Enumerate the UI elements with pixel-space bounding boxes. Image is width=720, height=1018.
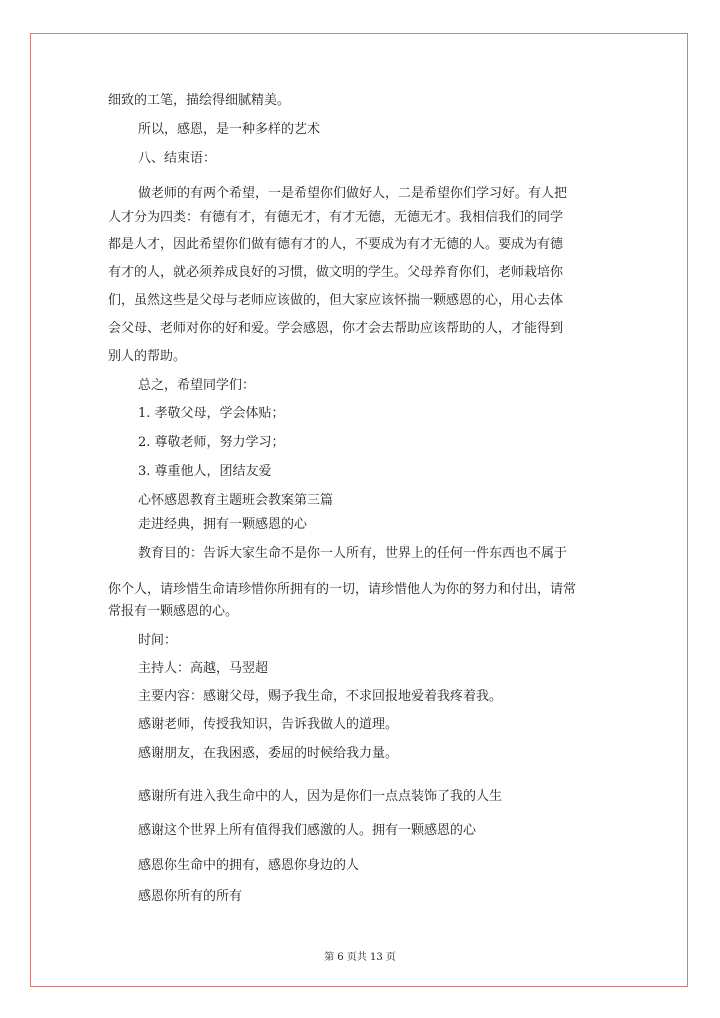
text-line: 别人的帮助。	[108, 349, 187, 364]
text-line: 感谢所有进入我生命中的人，因为是你们一点点装饰了我的人生	[138, 789, 503, 804]
text-line: 感恩你所有的所有	[138, 889, 243, 904]
text-line: 做老师的有两个希望，一是希望你们做好人，二是希望你们学习好。有人把	[138, 186, 568, 201]
text-line: 时间：	[138, 633, 178, 648]
page-border	[30, 33, 688, 987]
text-line: 主要内容：感谢父母，赐予我生命，不求回报地爱着我疼着我。	[138, 689, 503, 704]
text-line: 感谢这个世界上所有值得我们感激的人。拥有一颗感恩的心	[138, 823, 477, 838]
text-line: 会父母、老师对你的好和爱。学会感恩，你才会去帮助应该帮助的人，才能得到	[108, 321, 564, 336]
text-line: 都是人才，因此希望你们做有德有才的人，不要成为有才无德的人。要成为有德	[108, 237, 564, 252]
text-line: 细致的工笔，描绘得细腻精美。	[108, 93, 291, 108]
text-line: 总之，希望同学们：	[138, 378, 256, 393]
page-number: 第 6 页共 13 页	[324, 952, 396, 963]
list-item: 1. 孝敬父母，学会体贴；	[138, 406, 285, 421]
text-line: 感谢老师，传授我知识，告诉我做人的道理。	[138, 717, 399, 732]
text-line: 教育目的：告诉大家生命不是你一人所有，世界上的任何一件东西也不属于	[138, 546, 568, 561]
text-line: 所以，感恩，是一种多样的艺术	[138, 122, 321, 137]
section-subtitle: 走进经典，拥有一颗感恩的心	[138, 517, 308, 532]
section-heading: 八、结束语：	[138, 151, 217, 166]
text-line: 主持人：高越，马翌超	[138, 661, 269, 676]
text-line: 感谢朋友，在我困惑，委屈的时候给我力量。	[138, 746, 399, 761]
text-line: 你个人，请珍惜生命请珍惜你所拥有的一切，请珍惜他人为你的努力和付出，请常	[108, 582, 577, 597]
text-line: 有才的人，就必须养成良好的习惯，做文明的学生。父母养育你们，老师栽培你	[108, 265, 564, 280]
text-line: 人才分为四类：有德有才，有德无才，有才无德，无德无才。我相信我们的同学	[108, 210, 564, 225]
text-line: 感恩你生命中的拥有，感恩你身边的人	[138, 858, 360, 873]
list-item: 2. 尊敬老师，努力学习；	[138, 435, 285, 450]
text-line: 常报有一颗感恩的心。	[108, 604, 239, 619]
text-line: 们，虽然这些是父母与老师应该做的，但大家应该怀揣一颗感恩的心，用心去体	[108, 293, 564, 308]
section-title: 心怀感恩教育主题班会教案第三篇	[138, 493, 334, 508]
list-item: 3. 尊重他人，团结友爱	[138, 464, 272, 479]
